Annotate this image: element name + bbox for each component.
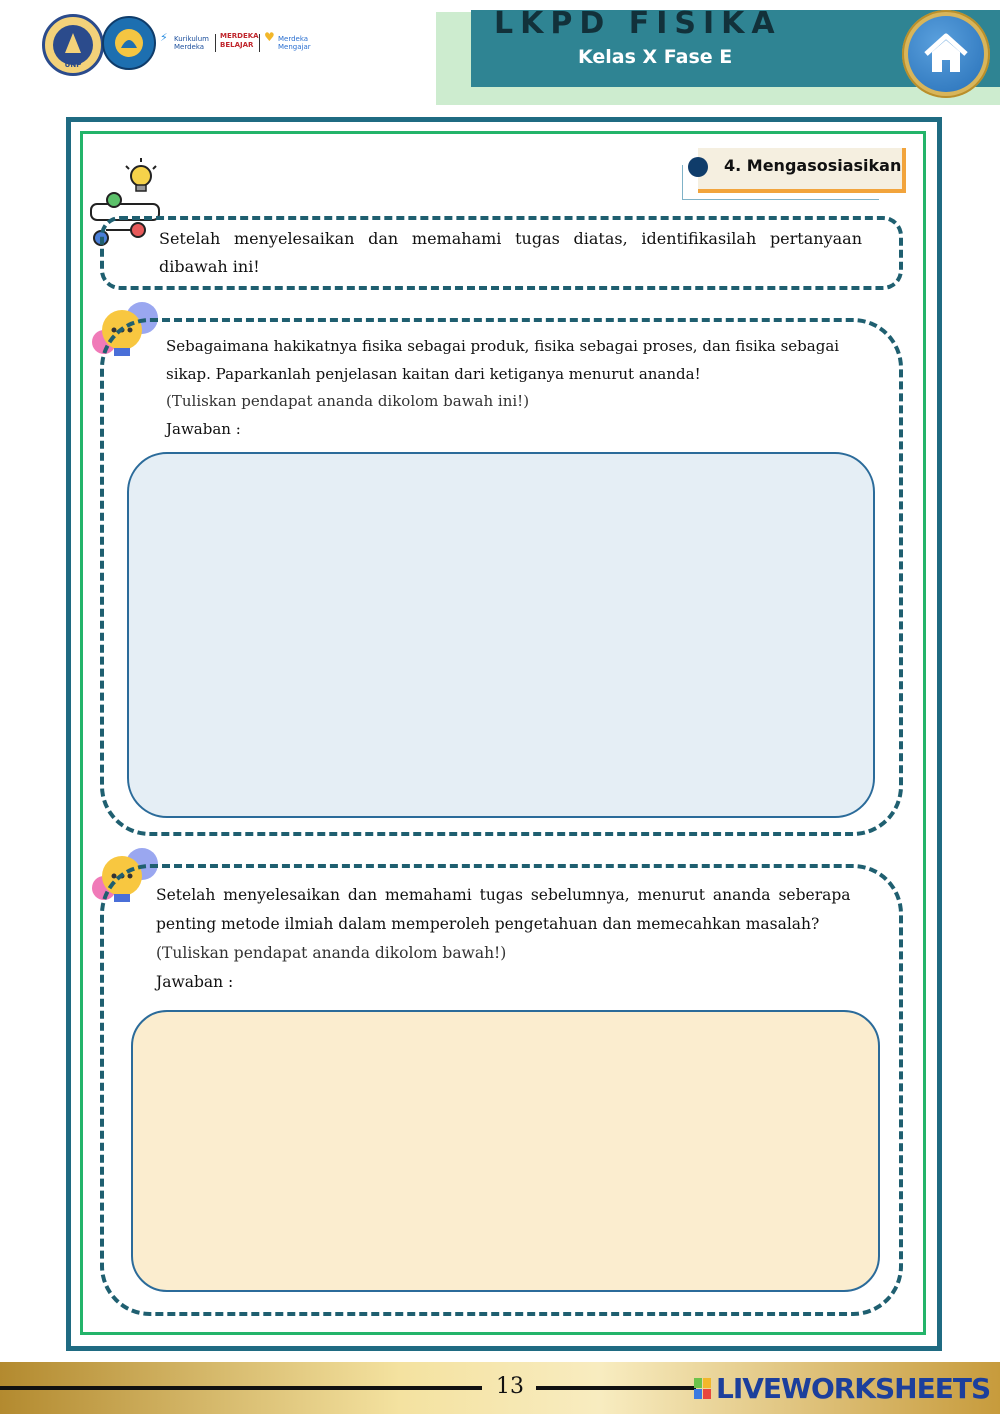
footer-line-left bbox=[0, 1386, 482, 1390]
question2-answer-label: Jawaban : bbox=[156, 973, 234, 991]
page-number: 13 bbox=[496, 1374, 524, 1399]
home-icon bbox=[908, 16, 984, 92]
unp-logo bbox=[42, 14, 104, 76]
document-subtitle: Kelas X Fase E bbox=[578, 46, 733, 68]
liveworksheets-brand[interactable]: LIVEWORKSHEETS bbox=[716, 1372, 991, 1405]
unp-logo-text: UNP bbox=[64, 61, 82, 69]
home-button[interactable] bbox=[902, 10, 990, 98]
answer1-input[interactable] bbox=[127, 452, 875, 818]
question1-answer-label: Jawaban : bbox=[166, 420, 241, 438]
document-title: LKPD FISIKA bbox=[494, 6, 782, 41]
question1-note: (Tuliskan pendapat ananda dikolom bawah ini!) bbox=[166, 392, 530, 410]
question2-line2: penting metode ilmiah dalam memperoleh pengetahuan dan memecahkan masalah? bbox=[156, 915, 820, 933]
question2-note: (Tuliskan pendapat ananda dikolom bawah!) bbox=[156, 944, 507, 962]
kurikulum-text: Kurikulum Merdeka bbox=[174, 35, 209, 51]
footer-line-right bbox=[536, 1386, 696, 1390]
section-label: 4. Mengasosiasikan bbox=[724, 156, 902, 175]
question1-line1: Sebagaimana hakikatnya fisika sebagai produk, fisika sebagai proses, dan fisika sebagai bbox=[166, 337, 840, 355]
question1-line2: sikap. Paparkanlah penjelasan kaitan dari ketiganya menurut ananda! bbox=[166, 365, 701, 383]
merdeka-mengajar-text: Merdeka Mengajar bbox=[278, 35, 311, 51]
logo-divider-2 bbox=[259, 34, 260, 52]
merdeka-mengajar-logo: ♥ Merdeka Mengajar bbox=[264, 30, 311, 51]
question2-line1: Setelah menyelesaikan dan memahami tugas sebelumnya, menurut ananda seberapa bbox=[156, 886, 851, 904]
liveworksheets-icon bbox=[694, 1378, 712, 1400]
merdeka-belajar-logo: MERDEKA BELAJAR bbox=[220, 32, 259, 49]
logo-divider bbox=[215, 34, 216, 52]
kemdikbud-logo bbox=[102, 16, 156, 70]
intro-text: Setelah menyelesaikan dan memahami tugas diatas, identifikasilah pertanyaan dibawah ini! bbox=[159, 229, 862, 276]
section-bullet-icon bbox=[688, 157, 708, 177]
answer2-input[interactable] bbox=[131, 1010, 880, 1292]
